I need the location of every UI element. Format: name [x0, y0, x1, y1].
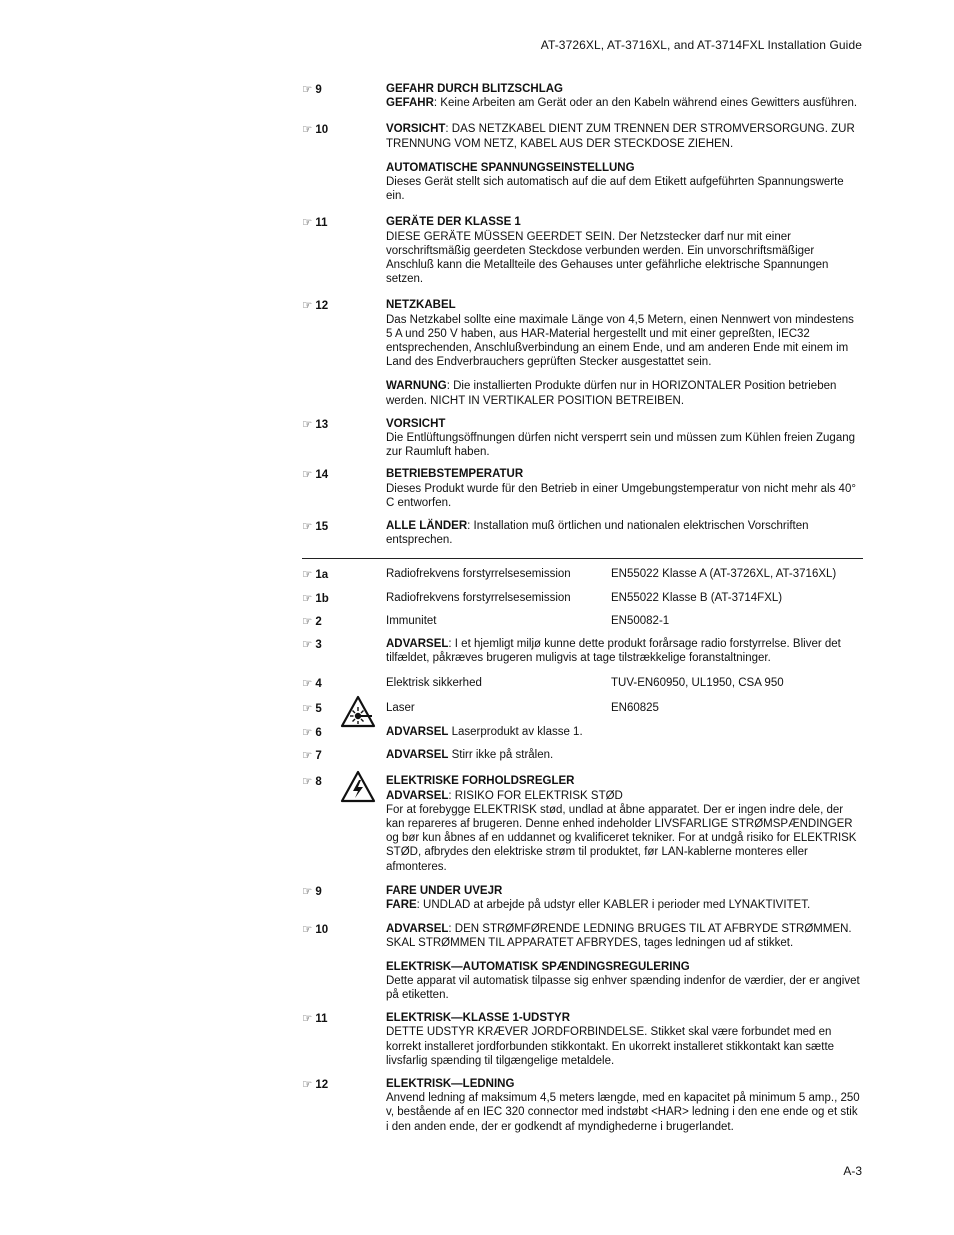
german-entry-15: ☞ 15 ALLE LÄNDER: Installation muß örtlichen und nationalen elektrischen Vorschriften entsprechen.: [302, 520, 809, 547]
section-divider: [302, 558, 863, 559]
page-number: A-3: [843, 1164, 862, 1178]
danish-entry-3: ☞ 3 ADVARSEL: I et hjemligt miljø kunne dette produkt forårsage radio forstyrrelse. Bliver det tilfældet, påkræves brugeren muligvis at tage tilstrækkelige foranstaltninger.: [302, 638, 841, 665]
danish-entry-11: ☞ 11 ELEKTRISK—KLASSE 1-UDSTYR DETTE UDSTYR KRÆVER JORDFORBINDELSE. Stikket skal være forbundet med en korrekt installeret jordforbunden stikkontakt. En ukorrekt installeret stikkontakt kan sætte livsfarlig spænding til tilgængelige metaldele.: [302, 1012, 835, 1067]
reference-icon: ☞: [302, 84, 312, 96]
running-header: AT-3726XL, AT-3716XL, and AT-3714FXL Installation Guide: [540, 38, 862, 52]
danish-entry-2: ☞ 2 Immunitet EN50082-1: [302, 614, 670, 628]
german-entry-12: ☞ 12 NETZKABEL Das Netzkabel sollte eine maximale Länge von 4,5 Metern, einen Nennwert von mindestens 5 A und 250 V haben, aus HAR-Material hergestellt und mit einer gepreßten, IEC32 entsprechenden, Anschlußverbindung an einem Ende, und am anderen Ende mit einem im Land des Endverbrauchers geprüften Stecker ausgestattet sein.: [302, 299, 854, 369]
laser-warning-icon: [340, 695, 376, 729]
danish-entry-5: ☞ 5 Laser EN60825: [302, 701, 863, 715]
reference-icon: ☞: [302, 750, 312, 763]
danish-entry-1a: ☞ 1a Radiofrekvens forstyrrelsesemission EN55022 Klasse A (AT-3726XL, AT-3716XL): [302, 568, 837, 582]
danish-entry-1b: ☞ 1b Radiofrekvens forstyrrelsesemission EN55022 Klasse B (AT-3714FXL): [302, 591, 783, 605]
electric-shock-warning-icon: [340, 770, 376, 804]
danish-entry-12: ☞ 12 ELEKTRISK—LEDNING Anvend ledning af maksimum 4,5 meters længde, med en kapacitet på minimum 5 amp., 250 v, bestående af en IEC 320 connector med indstøbt <HAR> ledning i den ene ende og et stik i den anden ende, der er godkendt af myndighederne i brugerlandet.: [302, 1077, 860, 1133]
reference-icon: ☞: [302, 521, 312, 534]
danish-entry-4: ☞ 4 Elektrisk sikkerhed TUV-EN60950, UL1950, CSA 950: [302, 676, 784, 690]
reference-icon: ☞: [302, 702, 312, 715]
danish-entry-9: ☞ 9 FARE UNDER UVEJR FARE: UNDLAD at arbejde på udstyr eller KABLER i perioder med LYNAKTIVITET.: [302, 884, 811, 911]
danish-entry-8: ☞ 8 ELEKTRISKE FORHOLDSREGLER ADVARSEL: RISIKO FOR ELEKTRISK STØD For at forebygge ELEKTRISK stød, undlad at åbne apparatet. Der er ingen indre dele, der kan repareres af brugeren. Denne enhed indeholder LIVSFARLIGE STRØMSPÆNDINGER og bør kun åbnes af en uddannet og kvalificeret tekniker. For at undgå risiko for ELEKTRISK STØD, afbrydes den elektriske strøm til produktet, før LAN-kablerne monteres eller afmonteres.: [302, 774, 863, 873]
german-entry-auto-voltage: AUTOMATISCHE SPANNUNGSEINSTELLUNG Dieses Gerät stellt sich automatisch auf die auf dem Etikett aufgeführten Spannungswerte ein.: [386, 161, 844, 203]
reference-icon: ☞: [302, 677, 312, 690]
reference-icon: ☞: [302, 885, 312, 898]
reference-icon: ☞: [302, 124, 312, 137]
danish-entry-auto-voltage: ELEKTRISK—AUTOMATISK SPÆNDINGSREGULERING Dette apparat vil automatisk tilpasse sig enhver spænding indenfor de værdier, der er angivet på etiketten.: [386, 960, 860, 1001]
danish-entry-6: ☞ 6 ADVARSEL Laserprodukt av klasse 1.: [302, 725, 583, 739]
danish-entry-7: ☞ 7 ADVARSEL Stirr ikke på strålen.: [302, 749, 554, 763]
reference-icon: ☞: [302, 1013, 312, 1026]
reference-icon: ☞: [302, 569, 312, 582]
german-entry-14: ☞ 14 BETRIEBSTEMPERATUR Dieses Produkt wurde für den Betrieb in einer Umgebungstemperatur von nicht mehr als 40° C entworfen.: [302, 468, 856, 509]
reference-icon: ☞: [302, 776, 312, 789]
reference-icon: ☞: [302, 469, 312, 482]
reference-icon: ☞: [302, 1078, 312, 1091]
reference-icon: ☞: [302, 217, 312, 230]
german-entry-9: ☞ 9 GEFAHR DURCH BLITZSCHLAG GEFAHR: Keine Arbeiten am Gerät oder an den Kabeln während eines Gewitters ausführen.: [302, 83, 858, 110]
reference-icon: ☞: [302, 924, 312, 937]
reference-icon: ☞: [302, 726, 312, 739]
reference-icon: ☞: [302, 615, 312, 628]
reference-icon: ☞: [302, 300, 312, 313]
german-entry-10: ☞ 10 VORSICHT: DAS NETZKABEL DIENT ZUM TRENNEN DER STROMVERSORGUNG. ZUR TRENNUNG VOM NETZ, KABEL AUS DER STECKDOSE ZIEHEN.: [302, 123, 855, 150]
german-entry-11: ☞ 11 GERÄTE DER KLASSE 1 DIESE GERÄTE MÜSSEN GEERDET SEIN. Der Netzstecker darf nur mit einer vorschriftsmäßig geerdeten Steckdose verbunden werden. Ein unvorschriftsmäßiger Anschluß kann die Metallteile des Gehauses unter gefährliche elektrische Spannungen setzen.: [302, 216, 829, 286]
reference-icon: ☞: [302, 639, 312, 652]
reference-icon: ☞: [302, 418, 312, 431]
reference-icon: ☞: [302, 592, 312, 605]
german-entry-warnung: WARNUNG: Die installierten Produkte dürfen nur in HORIZONTALER Position betrieben werden. NICHT IN VERTIKALER POSITION BETREIBEN.: [386, 380, 837, 407]
german-entry-13: ☞ 13 VORSICHT Die Entlüftungsöffnungen dürfen nicht versperrt sein und müssen zum Kühlen freien Zugang zur Raumluft haben.: [302, 417, 856, 459]
document-content: [302, 82, 863, 1134]
danish-entry-10: ☞ 10 ADVARSEL: DEN STRØMFØRENDE LEDNING BRUGES TIL AT AFBRYDE STRØMMEN. SKAL STRØMMEN TIL APPARATET AFBRYDES, tages ledningen ud af stikket.: [302, 923, 852, 950]
